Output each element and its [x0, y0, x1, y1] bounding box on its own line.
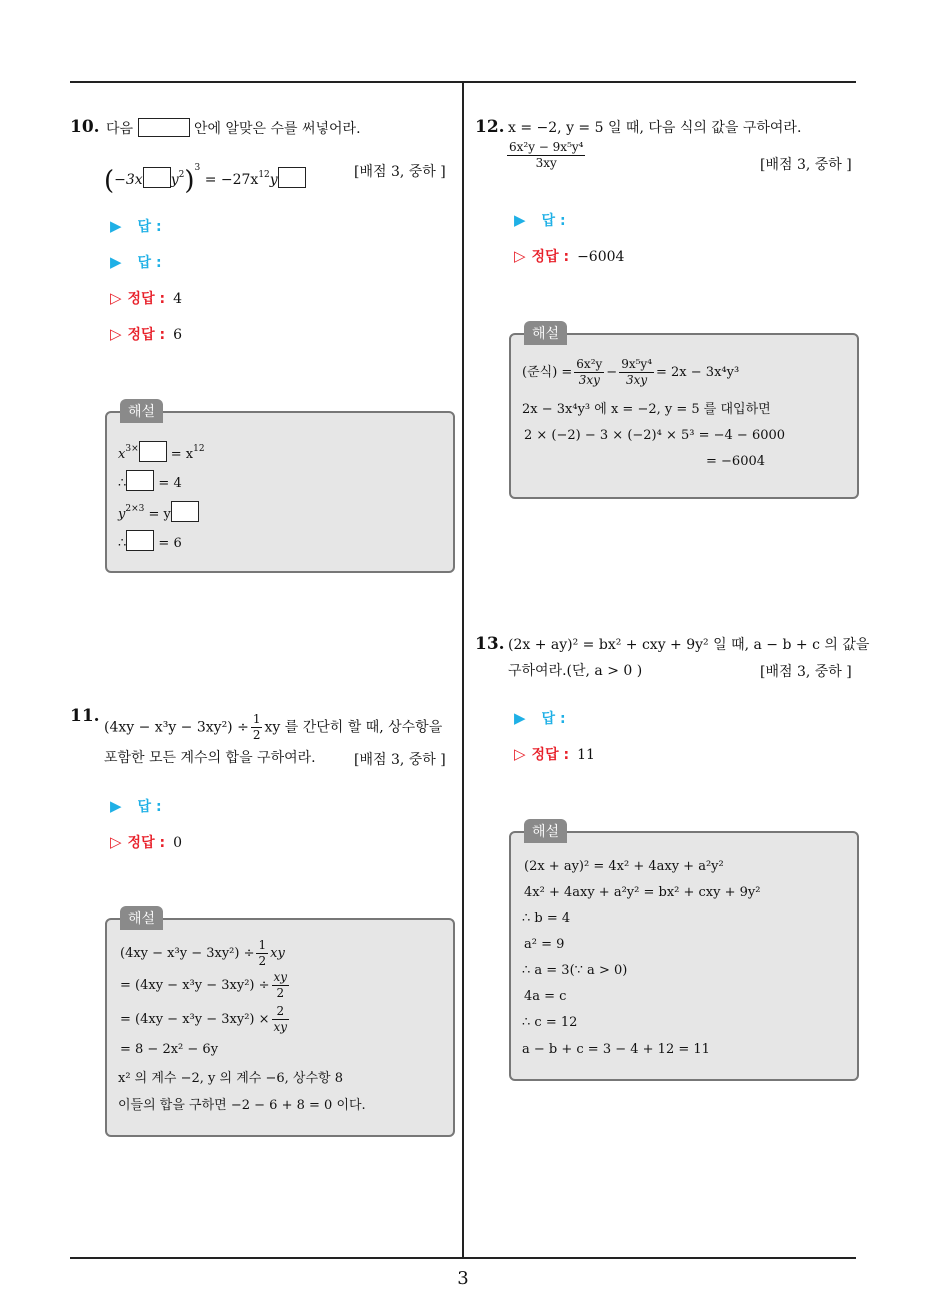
q12-ex-l1-mid: −: [606, 365, 618, 380]
q12-ex-l1-d1: 3xy: [578, 373, 600, 387]
q13-ex-line: ∴ b = 4: [522, 911, 571, 926]
play-icon: ▶: [110, 253, 122, 271]
q10-ex-box-3: [171, 501, 199, 522]
q11-ex-line-6: 이들의 합을 구하면 −2 − 6 + 8 = 0 이다.: [118, 1098, 366, 1113]
q13-correct: [514, 744, 595, 764]
q11-ex-frac-3: [272, 1004, 290, 1035]
q13-ex-line: a − b + c = 3 − 4 + 12 = 11: [522, 1042, 710, 1057]
q11-ex-l2-n: xy: [273, 970, 288, 984]
q12-ex-line-4: = −6004: [706, 454, 766, 469]
q13-prompt-line-1: (2x + ay)² = bx² + cxy + 9y² 일 때, a − b + c 의 값을: [508, 637, 870, 653]
q11-answer[interactable]: [110, 796, 162, 816]
q12-ex-l1-tail: = 2x − 3x⁴y³: [656, 365, 740, 380]
q13-meta: [배점 3, 중하 ]: [760, 664, 852, 680]
q12-ex-l1-d2: 3xy: [626, 373, 648, 387]
q11-ex-line-4: = 8 − 2x² − 6y: [120, 1042, 219, 1057]
q13-ex-line: ∴ a = 3(∵ a > 0): [522, 963, 628, 978]
q13-prompt-line-2: 구하여라.(단, a > 0 ): [508, 663, 643, 679]
q11-correct-label: 정답 :: [127, 835, 166, 851]
q11-frac-n: 1: [252, 712, 261, 726]
q10-expression: (−3x $y^2)^3 = -27x^{12}y$: [104, 158, 306, 191]
q11-ex-l2: = (4xy − x³y − 3xy²) ÷: [120, 978, 270, 993]
q11-ex-line-2: [120, 970, 291, 1001]
q12-correct-value: −6004: [577, 249, 625, 265]
q10-ex-box-1: [139, 441, 167, 462]
q11-ex-line-3: [120, 1004, 291, 1035]
q11-meta: [배점 3, 중하 ]: [354, 752, 446, 768]
q10-expr-box-2: [278, 167, 306, 188]
q10-ex-l1sup: 3×: [125, 444, 139, 454]
q11-prompt-line-2: 포함한 모든 계수의 합을 구하여라.: [104, 750, 316, 766]
q12-frac-n: 6x²y − 9x⁵y⁴: [509, 140, 584, 154]
q12-number: 12.: [475, 117, 505, 137]
q11-ex-line-1: [120, 938, 285, 969]
q10-expr-rhs: = −27x: [204, 172, 259, 188]
play-icon: ▶: [514, 709, 526, 727]
q10-ex-l2b: = 4: [158, 476, 182, 491]
q10-ex-l3a: y: [118, 507, 126, 522]
q12-answer[interactable]: [514, 210, 566, 230]
q13-ex-line: a² = 9: [524, 937, 565, 952]
q10-ex-l3sup: 2×3: [125, 504, 145, 514]
outline-play-icon: ▷: [514, 247, 526, 265]
q10-correct-value-2: 6: [173, 327, 182, 343]
q10-expr-lhs-b: y: [170, 172, 179, 188]
q11-ex-l1-d: 2: [258, 954, 267, 968]
q11-ex-l3-d: xy: [273, 1020, 288, 1034]
q10-expr-rhs-y: y: [269, 172, 278, 188]
q13-ex-line: 4x² + 4axy + a²y² = bx² + cxy + 9y²: [524, 885, 761, 900]
q12-ex-line-1: [522, 357, 739, 388]
q10-correct-label-2: 정답 :: [127, 327, 166, 343]
q10-prompt-b: 안에 알맞은 수를 써넣어라.: [193, 121, 361, 137]
q11-prompt-line-1: [104, 712, 442, 743]
outline-play-icon: ▷: [110, 833, 122, 851]
q10-ex-line-1: [118, 440, 205, 464]
q13-number: 13.: [475, 634, 505, 654]
q10-answer-label-1: 답 :: [137, 219, 162, 235]
q12-frac-d: 3xy: [535, 156, 557, 170]
q12-ex-l1-n1: 6x²y: [576, 357, 603, 371]
q13-ex-line: 4a = c: [524, 989, 567, 1004]
q12-correct-label: 정답 :: [531, 249, 570, 265]
q12-answer-label: 답 :: [541, 213, 566, 229]
q10-answer-2[interactable]: [110, 252, 162, 272]
q11-prompt-fraction: [251, 712, 263, 743]
q13-ex-line: ∴ c = 12: [522, 1015, 578, 1030]
q11-correct-value: 0: [173, 835, 182, 851]
q11-ex-frac-2: [272, 970, 290, 1001]
q13-correct-value: 11: [577, 747, 595, 763]
q12-ex-l1a: (준식) =: [522, 365, 573, 380]
q10-answer-label-2: 답 :: [137, 255, 162, 271]
q12-correct: [514, 246, 624, 266]
q11-frac-d: 2: [252, 728, 261, 742]
q10-ex-l2a: ∴: [118, 476, 127, 491]
bottom-rule: [70, 1257, 856, 1259]
q10-meta: [배점 3, 중하 ]: [354, 164, 446, 180]
q11-ex-l1-n: 1: [258, 938, 267, 952]
play-icon: ▶: [110, 797, 122, 815]
q12-ex-l1-n2: 9x⁵y⁴: [621, 357, 653, 371]
q12-ex-line-2: 2x − 3x⁴y³ 에 x = −2, y = 5 를 대입하면: [522, 402, 771, 417]
q10-ex-l1a: x: [118, 447, 126, 462]
q10-ex-l1b: = x: [170, 447, 194, 462]
q10-answer-1[interactable]: [110, 216, 162, 236]
q13-explanation-tag: 해설: [524, 819, 567, 843]
q12-prompt: x = −2, y = 5 일 때, 다음 식의 값을 구하여라.: [508, 120, 802, 136]
q12-expression: [505, 140, 587, 171]
q11-ex-l3-n: 2: [272, 1004, 290, 1020]
outline-play-icon: ▷: [110, 325, 122, 343]
q11-answer-label: 답 :: [137, 799, 162, 815]
q11-ex-l3: = (4xy − x³y − 3xy²) ×: [120, 1012, 270, 1027]
q10-ex-l1c: 12: [193, 444, 205, 454]
q10-ex-box-4: [126, 530, 154, 551]
q13-answer-label: 답 :: [541, 711, 566, 727]
q10-explanation-tag: 해설: [120, 399, 163, 423]
q11-ex-frac-1: [256, 938, 268, 969]
outline-play-icon: ▷: [514, 745, 526, 763]
q13-ex-line: (2x + ay)² = 4x² + 4axy + a²y²: [524, 859, 724, 874]
q10-correct-2: [110, 324, 182, 344]
q12-ex-frac-2: [619, 357, 654, 388]
q10-correct-value-1: 4: [173, 291, 182, 307]
q10-expr-rhs-exp: 12: [258, 170, 270, 180]
q11-ex-l2-d: 2: [276, 986, 285, 1000]
q12-ex-frac-1: [574, 357, 604, 388]
q12-explanation-tag: 해설: [524, 321, 567, 345]
q13-correct-label: 정답 :: [531, 747, 570, 763]
q12-fraction: [507, 140, 585, 171]
q10-ex-line-3: [118, 500, 199, 524]
q11-number: 11.: [70, 706, 100, 726]
q10-prompt-a: 다음: [106, 121, 134, 137]
q11-ex-line-5: x² 의 계수 −2, y 의 계수 −6, 상수항 8: [118, 1071, 343, 1086]
q10-expr-lhs-a: −3x: [114, 172, 143, 188]
q13-answer[interactable]: [514, 708, 566, 728]
q10-number: 10.: [70, 117, 100, 137]
q10-ex-line-4: [118, 530, 182, 553]
q12-meta: [배점 3, 중하 ]: [760, 157, 852, 173]
q10-ex-line-2: [118, 470, 182, 493]
outline-play-icon: ▷: [110, 289, 122, 307]
play-icon: ▶: [110, 217, 122, 235]
column-divider: [462, 83, 464, 1258]
q10-correct-label-1: 정답 :: [127, 291, 166, 307]
q11-ex-l1: (4xy − x³y − 3xy²) ÷: [120, 946, 255, 961]
q10-ex-l3b: = y: [148, 507, 171, 522]
page-number: 3: [457, 1268, 469, 1289]
q10-ex-l4b: = 6: [158, 536, 182, 551]
q11-explanation-tag: 해설: [120, 906, 163, 930]
q10-blank-box: [138, 118, 190, 137]
q10-ex-l4a: ∴: [118, 536, 127, 551]
q11-ex-l1-tail: xy: [270, 946, 285, 961]
q10-expr-box-1: [143, 167, 171, 188]
q10-correct-1: [110, 288, 182, 308]
q11-prompt-a: (4xy − x³y − 3xy²) ÷: [104, 719, 249, 736]
q10-prompt: [106, 118, 361, 139]
q10-ex-box-2: [126, 470, 154, 491]
q11-prompt-b: xy 를 간단히 할 때, 상수항을: [264, 719, 443, 736]
play-icon: ▶: [514, 211, 526, 229]
q11-correct: [110, 832, 182, 852]
q12-ex-line-3: 2 × (−2) − 3 × (−2)⁴ × 5³ = −4 − 6000: [524, 428, 786, 443]
